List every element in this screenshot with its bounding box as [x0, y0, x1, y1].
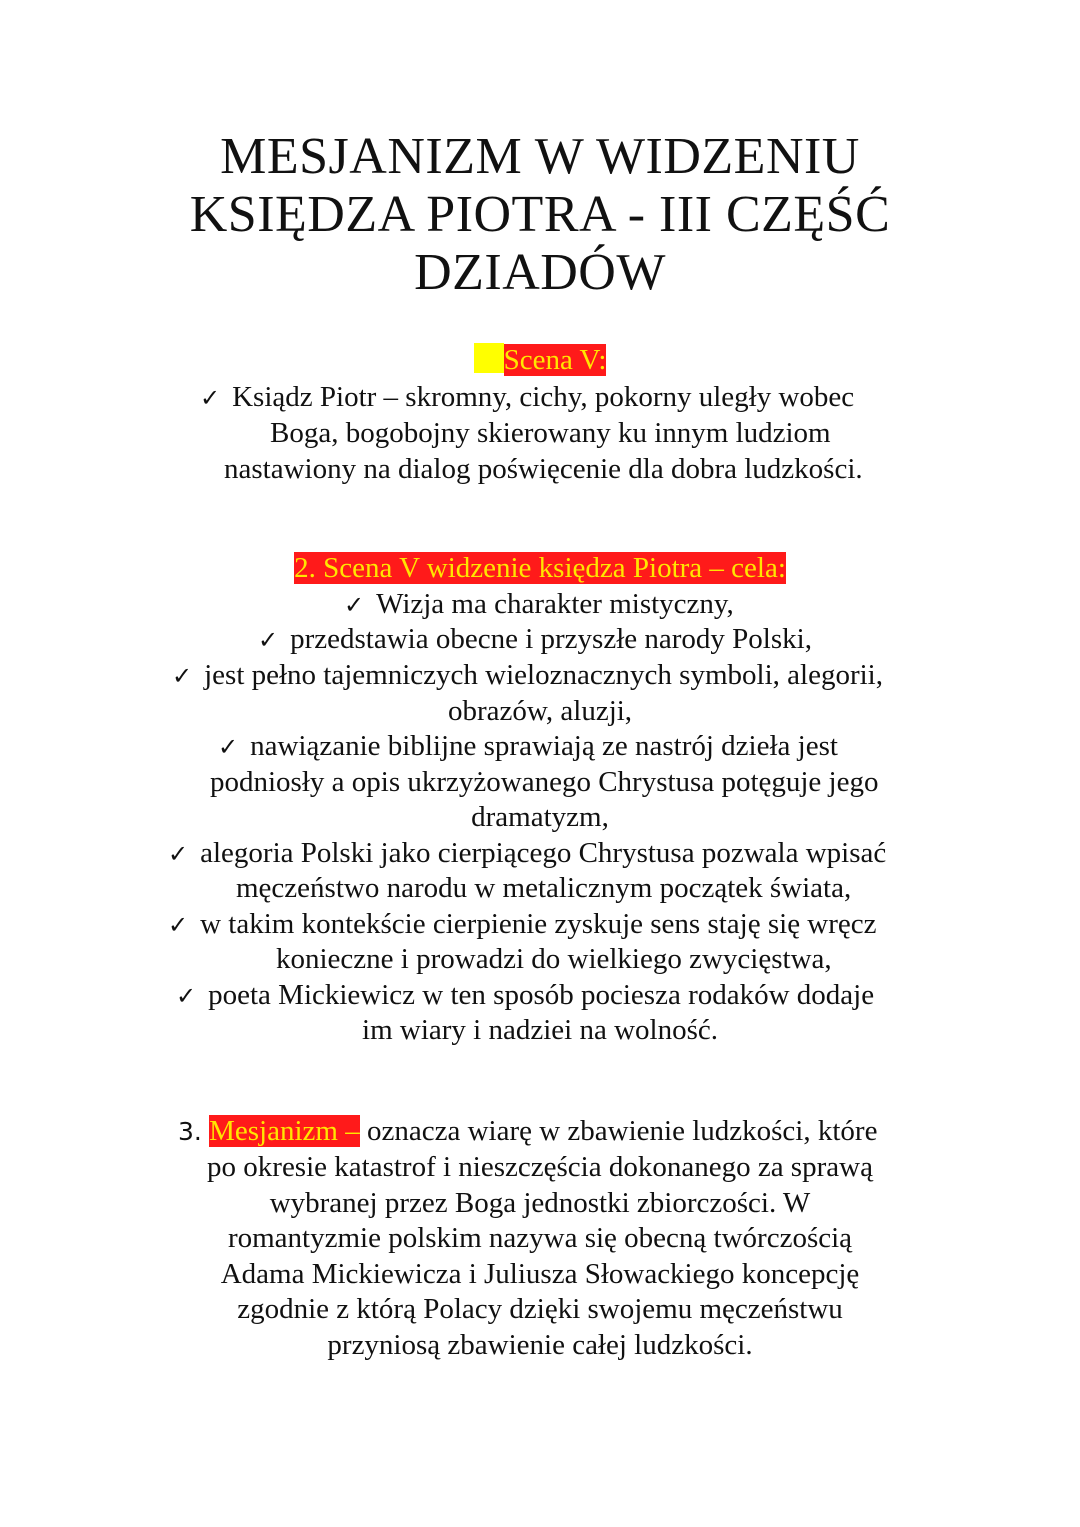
checkmark-icon: ✓	[168, 911, 189, 939]
checkmark-icon: ✓	[344, 591, 365, 619]
section3-line-3: wybranej przez Boga jednostki zbiorczości. W	[269, 1187, 811, 1219]
section3-line-4: romantyzmie polskim nazywa się obecną twórczością	[227, 1222, 853, 1254]
section1-heading: Scena V:	[0, 343, 1080, 377]
section3-number: 3.	[178, 1117, 202, 1146]
section2-line-1: ✓ Wizja ma charakter mistyczny,	[344, 588, 734, 620]
section2-line-5: ✓ nawiązanie biblijne sprawiają ze nastrój dzieła jest	[218, 730, 838, 762]
checkmark-icon: ✓	[172, 662, 193, 690]
checkmark-icon: ✓	[168, 840, 189, 868]
section2-line-12: ✓ poeta Mickiewicz w ten sposób pociesza rodaków dodaje	[176, 979, 875, 1011]
section1-line-3: nastawiony na dialog poświęcenie dla dobra ludzkości.	[224, 453, 863, 485]
checkmark-icon: ✓	[218, 733, 239, 761]
section2-line-2: ✓ przedstawia obecne i przyszłe narody Polski,	[258, 623, 812, 655]
section2-line-6: podniosły a opis ukrzyżowanego Chrystusa potęguje jego	[210, 766, 879, 798]
section3-line-6: zgodnie z którą Polacy dzięki swojemu męczeństwu	[237, 1293, 843, 1325]
section3-line-7: przyniosą zbawienie całej ludzkości.	[327, 1329, 753, 1361]
title-line-1: MESJANIZM W WIDZENIU	[220, 128, 860, 185]
section2-line-3: ✓ jest pełno tajemniczych wieloznacznych symboli, alegorii,	[172, 659, 883, 691]
section2-line-13: im wiary i nadziei na wolność.	[362, 1014, 718, 1046]
section3-line-2: po okresie katastrof i nieszczęścia dokonanego za sprawą	[207, 1151, 873, 1183]
section2-heading: 2. Scena V widzenie księdza Piotra – cela:	[294, 552, 786, 584]
section2-line-7: dramatyzm,	[471, 801, 609, 833]
section1-line-1: ✓ Ksiądz Piotr – skromny, cichy, pokorny uległy wobec	[200, 381, 855, 413]
section3-line-1: 3. Mesjanizm – oznacza wiarę w zbawienie ludzkości, które	[178, 1115, 878, 1147]
checkmark-icon: ✓	[200, 384, 221, 412]
checkmark-icon: ✓	[176, 982, 197, 1010]
mesjanizm-term: Mesjanizm –	[209, 1115, 360, 1147]
section2-line-11: konieczne i prowadzi do wielkiego zwycięstwa,	[276, 943, 832, 975]
section3-line-5: Adama Mickiewicza i Juliusza Słowackiego koncepcję	[220, 1258, 860, 1290]
title-line-2: KSIĘDZA PIOTRA - III CZĘŚĆ	[189, 186, 891, 243]
yellow-highlight-marker	[474, 343, 504, 373]
section2-line-9: męczeństwo narodu w metalicznym początek świata,	[236, 872, 852, 904]
section1-line-2: Boga, bogobojny skierowany ku innym ludziom	[270, 417, 831, 449]
section2-line-10: ✓ w takim kontekście cierpienie zyskuje sens staję się wręcz	[168, 908, 877, 940]
page-title	[150, 128, 930, 302]
title-line-3: DZIADÓW	[414, 244, 666, 301]
section2-line-4: obrazów, aluzji,	[447, 695, 633, 727]
section2-line-8: ✓ alegoria Polski jako cierpiącego Chrystusa pozwala wpisać	[168, 837, 887, 869]
checkmark-icon: ✓	[258, 626, 279, 654]
